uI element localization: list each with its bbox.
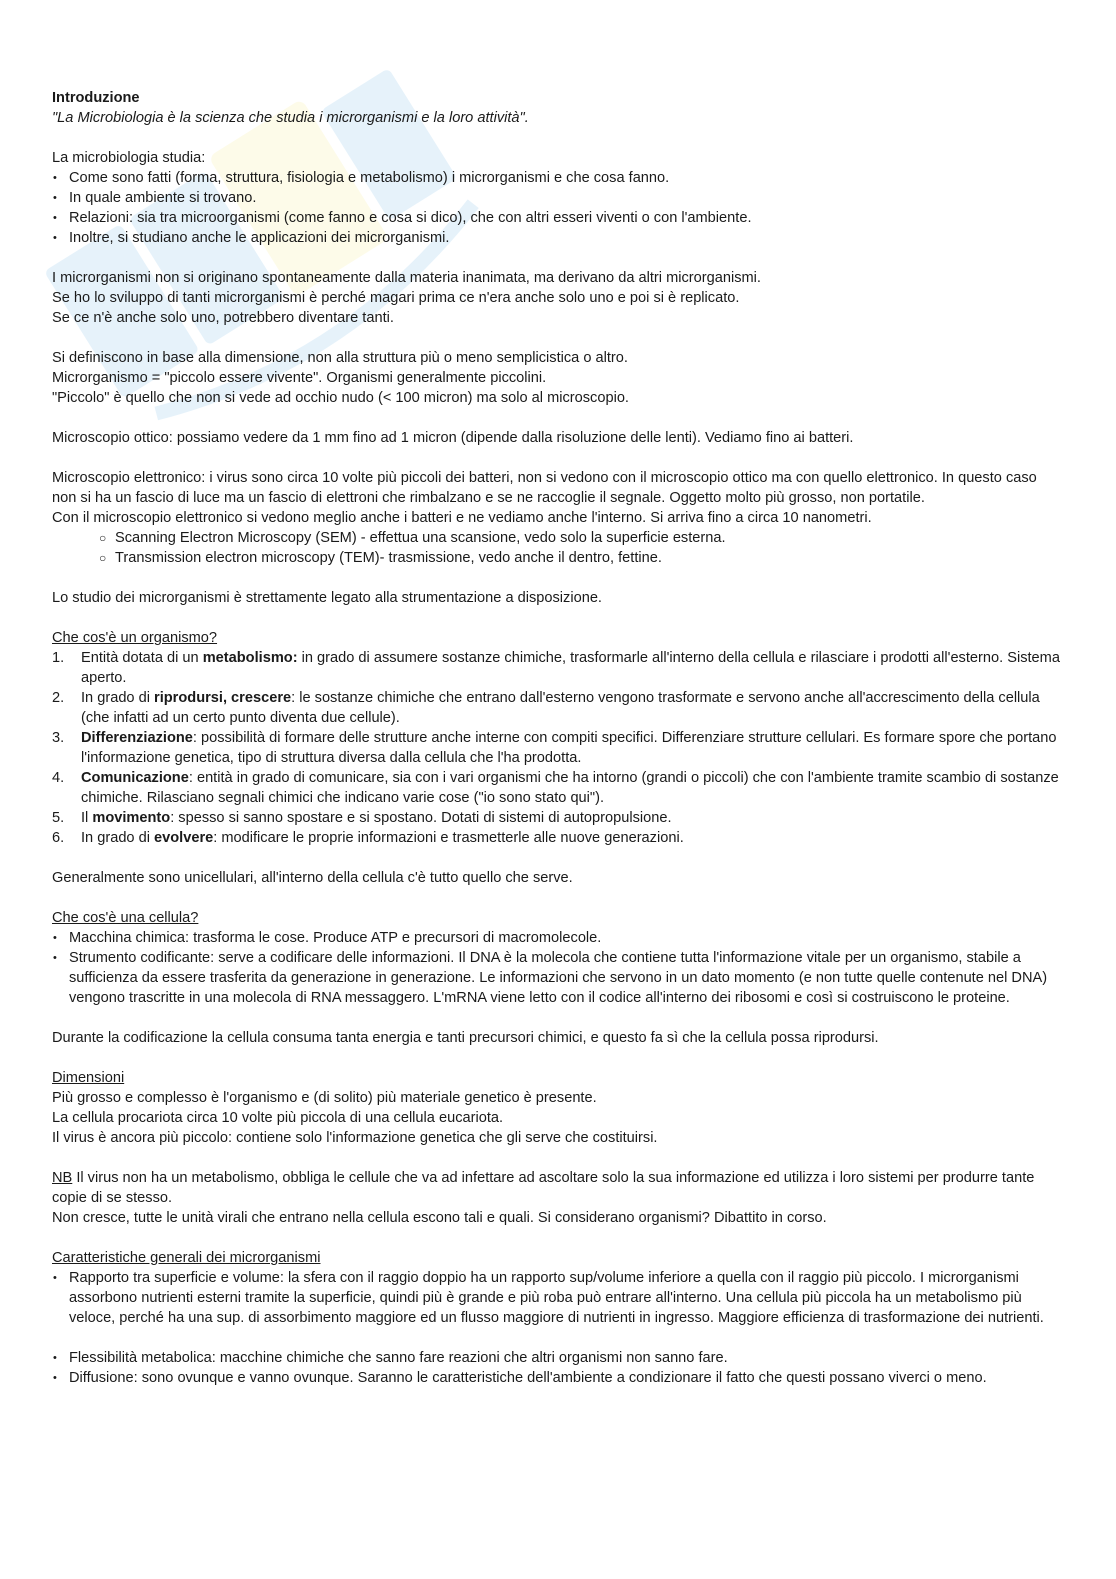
studia-lead: La microbiologia studia: bbox=[52, 150, 206, 166]
paragraph-line: Con il microscopio elettronico si vedono meglio anche i batteri e ne vediamo anche l'interno. Si arriva fino a circa 10 nanometri. bbox=[52, 510, 872, 526]
heading-cellula: Che cos'è una cellula? bbox=[52, 910, 199, 926]
cellula-list bbox=[52, 928, 1064, 1008]
paragraph-unicellulari: Generalmente sono unicellulari, all'interno della cellula c'è tutto quello che serve. bbox=[52, 870, 573, 886]
numbered-item: 4. Comunicazione: entità in grado di comunicare, sia con i vari organismi che ha intorno (grandi o piccoli) che con l'ambiente tramite scambio di sostanze chimiche. Rilasciano segnali chimici che indicano varie cose ("io sono stato qui"). bbox=[52, 770, 1059, 806]
heading-caratteristiche: Caratteristiche generali dei microrganismi bbox=[52, 1250, 321, 1266]
list-item: • Strumento codificante: serve a codificare delle informazioni. Il DNA è la molecola che contiene tutta l'informazione vitale per un organismo, stabile a sufficienza da essere trasferita da generazione in generazione. Le informazioni che servono in un dato momento (e non tutte quelle contenute nel DNA) vengono trascritte in una molecola di RNA messaggero. L'mRNA viene letto con il codice all'interno dei ribosomi e così si costruiscono le proteine. bbox=[52, 948, 1064, 1008]
paragraph-line: Se ho lo sviluppo di tanti microrganismi è perché magari prima ce n'era anche solo uno e poi si è replicato. bbox=[52, 290, 740, 306]
paragraph-line: Se ce n'è anche solo uno, potrebbero diventare tanti. bbox=[52, 310, 394, 326]
caratteristiche-list-1 bbox=[52, 1268, 1064, 1328]
document-page bbox=[52, 88, 1064, 1388]
numbered-item: 3. Differenziazione: possibilità di formare delle strutture anche interne con compiti specifici. Differenziare strutture cellulari. Es formare spore che portano l'informazione genetica, tipo di struttura diversa dalla cellula che l'ha prodotta. bbox=[52, 730, 1057, 766]
list-item: • Diffusione: sono ovunque e vanno ovunque. Saranno le caratteristiche dell'ambiente a condizionare il fatto che questi possano viverci o meno. bbox=[52, 1368, 1064, 1388]
definition-quote: "La Microbiologia è la scienza che studia i microrganismi e la loro attività". bbox=[52, 110, 529, 126]
heading-dimensioni: Dimensioni bbox=[52, 1070, 125, 1086]
paragraph-line: Microrganismo = "piccolo essere vivente". Organismi generalmente piccolini. bbox=[52, 370, 547, 386]
nb-paragraph: NB Il virus non ha un metabolismo, obbliga le cellule che va ad infettare ad ascoltare solo la sua informazione ed utilizza i loro sistemi per produrre tante copie di se stesso. bbox=[52, 1170, 1035, 1206]
paragraph-line: Il virus è ancora più piccolo: contiene solo l'informazione genetica che gli serve che costituirsi. bbox=[52, 1130, 658, 1146]
heading-organismo: Che cos'è un organismo? bbox=[52, 630, 218, 646]
numbered-item: 6. In grado di evolvere: modificare le proprie informazioni e trasmetterle alle nuove generazioni. bbox=[52, 830, 684, 846]
list-item: • Relazioni: sia tra microorganismi (come fanno e cosa si dico), che con altri esseri viventi o con l'ambiente. bbox=[52, 208, 1064, 228]
list-item: • Rapporto tra superficie e volume: la sfera con il raggio doppio ha un rapporto sup/volume inferiore a quella con il raggio più piccolo. I microrganismi assorbono nutrienti esterni tramite la superficie, quindi più è grande e più roba può entrare all'interno. Una cellula più piccola ha un metabolismo più veloce, perché ha una sup. di assorbimento maggiore ed un flusso maggiore di nutrienti in ingresso. Maggiore efficienza di trasformazione dei nutrienti. bbox=[52, 1268, 1064, 1328]
paragraph-strumentazione: Lo studio dei microrganismi è strettamente legato alla strumentazione a disposizione. bbox=[52, 590, 602, 606]
list-item: • Flessibilità metabolica: macchine chimiche che sanno fare reazioni che altri organismi non sanno fare. bbox=[52, 1348, 1064, 1368]
paragraph-line: Non cresce, tutte le unità virali che entrano nella cellula escono tali e quali. Si considerano organismi? Dibattito in corso. bbox=[52, 1210, 827, 1226]
paragraph-line: Più grosso e complesso è l'organismo e (di solito) più materiale genetico è presente. bbox=[52, 1090, 597, 1106]
numbered-item: 5. Il movimento: spesso si sanno spostare e si spostano. Dotati di sistemi di autopropulsione. bbox=[52, 810, 672, 826]
paragraph-microscopio-elettronico: Microscopio elettronico: i virus sono circa 10 volte più piccoli dei batteri, non si vedono con il microscopio ottico ma con quello elettronico. In questo caso non si ha un fascio di luce ma un fascio di elettroni che rimbalzano e se ne raccoglie il segnale. Oggetto molto più grosso, non portatile. bbox=[52, 470, 1037, 506]
paragraph-line: La cellula procariota circa 10 volte più piccola di una cellula eucariota. bbox=[52, 1110, 504, 1126]
list-item: • Inoltre, si studiano anche le applicazioni dei microrganismi. bbox=[52, 228, 1064, 248]
nb-label: NB bbox=[52, 1170, 73, 1186]
paragraph-microscopio-ottico: Microscopio ottico: possiamo vedere da 1 mm fino ad 1 micron (dipende dalla risoluzione delle lenti). Vediamo fino ai batteri. bbox=[52, 430, 854, 446]
paragraph-line: Si definiscono in base alla dimensione, non alla struttura più o meno semplicistica o altro. bbox=[52, 350, 628, 366]
list-item: • In quale ambiente si trovano. bbox=[52, 188, 1064, 208]
section-title-introduzione: Introduzione bbox=[52, 90, 140, 106]
organismo-list bbox=[52, 648, 1064, 848]
list-item: • Macchina chimica: trasforma le cose. Produce ATP e precursori di macromolecole. bbox=[52, 928, 1064, 948]
list-item: ○ Scanning Electron Microscopy (SEM) - effettua una scansione, vedo solo la superficie esterna. bbox=[99, 528, 1064, 548]
caratteristiche-list-2 bbox=[52, 1348, 1064, 1388]
numbered-item: 2. In grado di riprodursi, crescere: le sostanze chimiche che entrano dall'esterno vengono trasformate e servono anche all'accrescimento della cellula (che infatti ad un certo punto diventa due cellule). bbox=[52, 690, 1040, 726]
list-item: • Come sono fatti (forma, struttura, fisiologia e metabolismo) i microrganismi e che cosa fanno. bbox=[52, 168, 1064, 188]
paragraph-line: "Piccolo" è quello che non si vede ad occhio nudo (< 100 micron) ma solo al microscopio. bbox=[52, 390, 629, 406]
list-item: ○ Transmission electron microscopy (TEM)- trasmissione, vedo anche il dentro, fettine. bbox=[99, 548, 1064, 568]
microscopy-types-list bbox=[52, 528, 1064, 568]
studia-list bbox=[52, 168, 1064, 248]
paragraph-codificazione: Durante la codificazione la cellula consuma tanta energia e tanti precursori chimici, e questo fa sì che la cellula possa riprodursi. bbox=[52, 1030, 879, 1046]
numbered-item: 1. Entità dotata di un metabolismo: in grado di assumere sostanze chimiche, trasformarle all'interno della cellula e rilasciare i prodotti all'esterno. Sistema aperto. bbox=[52, 650, 1060, 686]
paragraph-line: I microrganismi non si originano spontaneamente dalla materia inanimata, ma derivano da altri microrganismi. bbox=[52, 270, 761, 286]
